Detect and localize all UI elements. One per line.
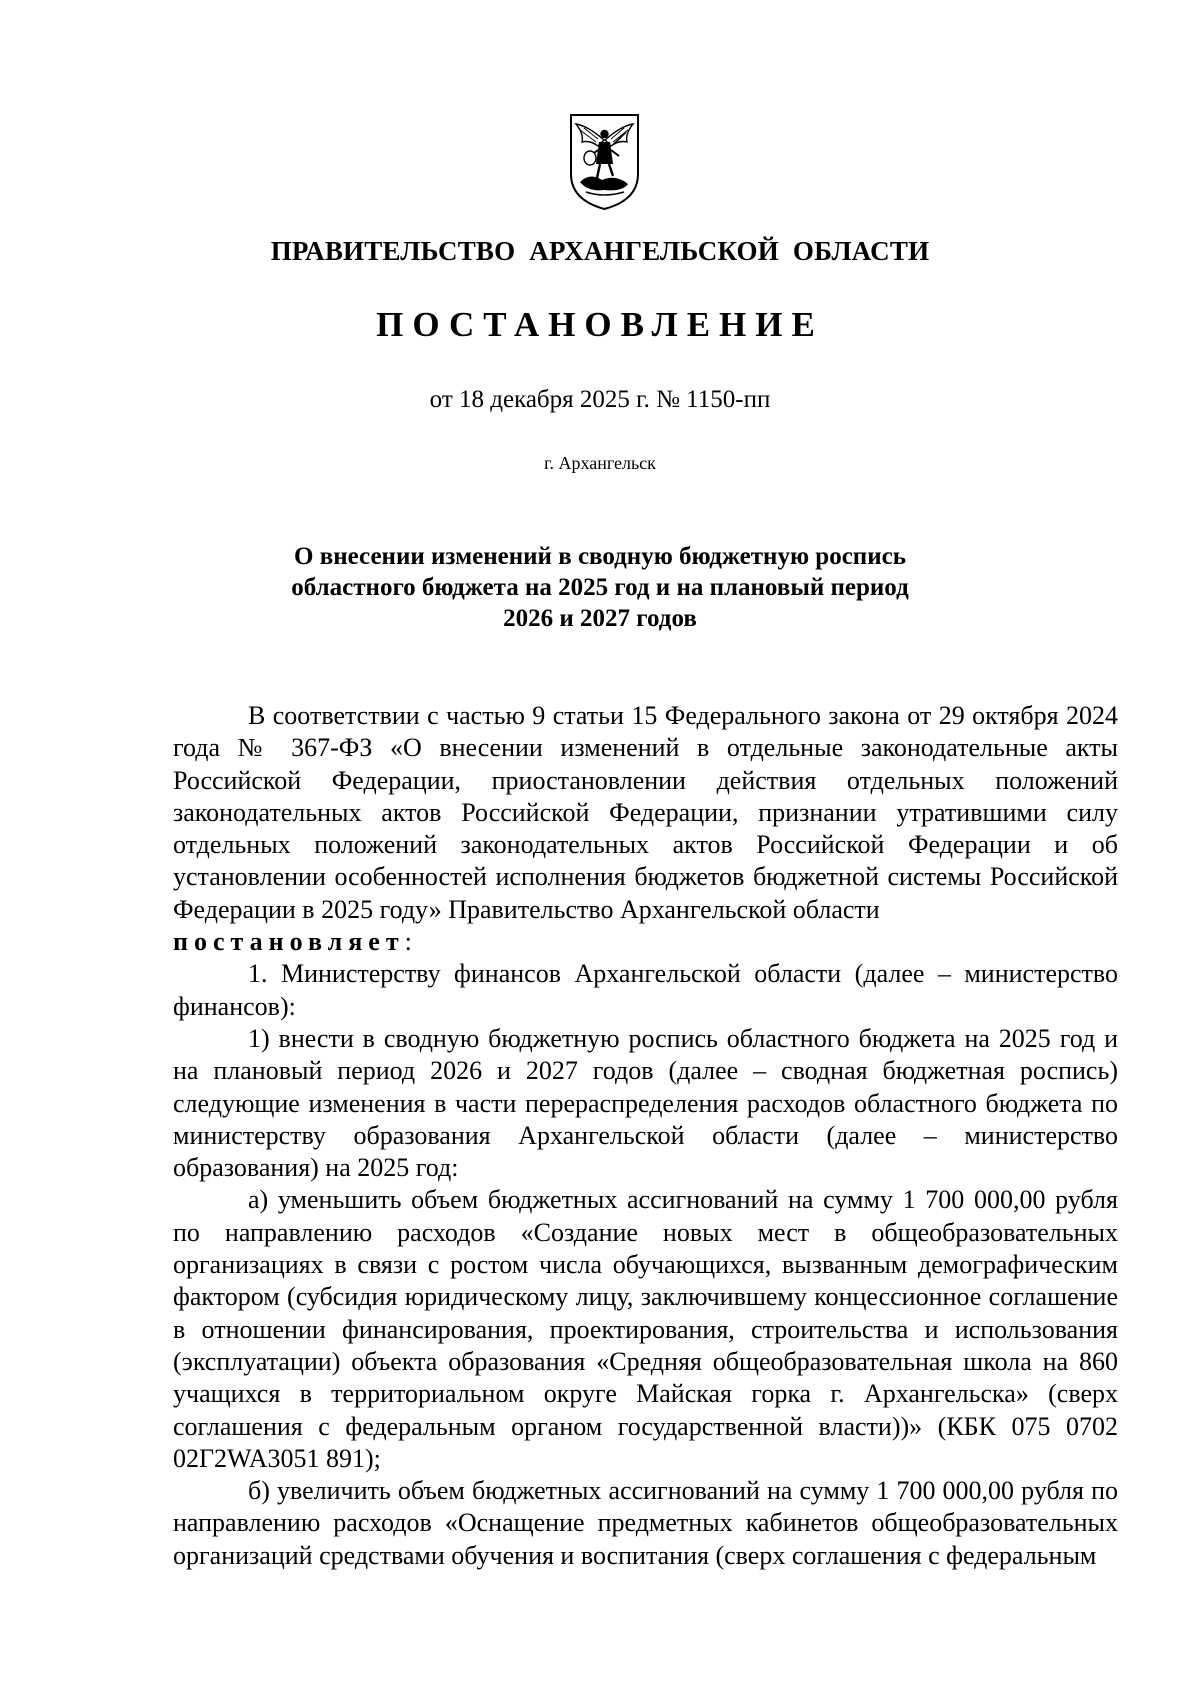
- resolves-word: постановляет: [173, 927, 405, 957]
- subject-line: 2026 и 2027 годов: [503, 605, 697, 632]
- document-date-number: от 18 декабря 2025 г. № 1150-пп: [429, 386, 771, 413]
- organization-name: ПРАВИТЕЛЬСТВО АРХАНГЕЛЬСКОЙ ОБЛАСТИ: [270, 236, 930, 266]
- item-b-paragraph: б) увеличить объем бюджетных ассигнований на сумму 1 700 000,00 рубля по направлению расходов «Оснащение предметных кабинетов общеобразовательных организаций средствами обучения и воспитания (сверх соглашения с федеральным: [173, 1476, 1118, 1570]
- document-subject: [0, 541, 1200, 634]
- subject-line: областного бюджета на 2025 год и на плановый период: [291, 574, 909, 601]
- preamble-paragraph: В соответствии с частью 9 статьи 15 Федерального закона от 29 октября 2024 года № 367-ФЗ «О внесении изменений в отдельные законодательные акты Российской Федерации, приостановлении действия отдельных положений законодательных актов Российской Федерации, признании утратившими силу отдельных положений законодательных актов Российской Федерации и об установлении особенностей исполнения бюджетов бюджетной системы Российской Федерации в 2025 году» Правительство Архангельской области: [173, 701, 1118, 924]
- document-body: [173, 700, 1118, 1572]
- item-a-paragraph: а) уменьшить объем бюджетных ассигнований на сумму 1 700 000,00 рубля по направлению расходов «Создание новых мест в общеобразовательных организациях в связи с ростом числа обучающихся, вызванным демографическим фактором (субсидия юридическому лицу, заключившему концессионное соглашение в отношении финансирования, проектирования, строительства и использования (эксплуатации) объекта образования «Средняя общеобразовательная школа на 860 учащихся в территориальном округе Майская горка г. Архангельска» (сверх соглашения с федеральным органом государственной власти))» (КБК 075 0702 02Г2WA3051 891);: [173, 1185, 1118, 1473]
- resolves-paragraph: [173, 926, 1118, 958]
- document-type-title: ПОСТАНОВЛЕНИЕ: [376, 305, 824, 344]
- document-city: г. Архангельск: [544, 453, 656, 473]
- resolves-colon: :: [404, 927, 412, 957]
- item-1-1-paragraph: 1) внести в сводную бюджетную роспись областного бюджета на 2025 год и на плановый период 2026 и 2027 годов (далее – сводная бюджетная роспись) следующие изменения в части перераспределения расходов областного бюджета по министерству образования Архангельской области (далее – министерство образования) на 2025 год:: [173, 1023, 1118, 1183]
- coat-of-arms-emblem: [568, 112, 641, 212]
- item-1-paragraph: 1. Министерству финансов Архангельской области (далее – министерство финансов):: [173, 959, 1118, 1021]
- subject-line: О внесении изменений в сводную бюджетную роспись: [294, 543, 906, 570]
